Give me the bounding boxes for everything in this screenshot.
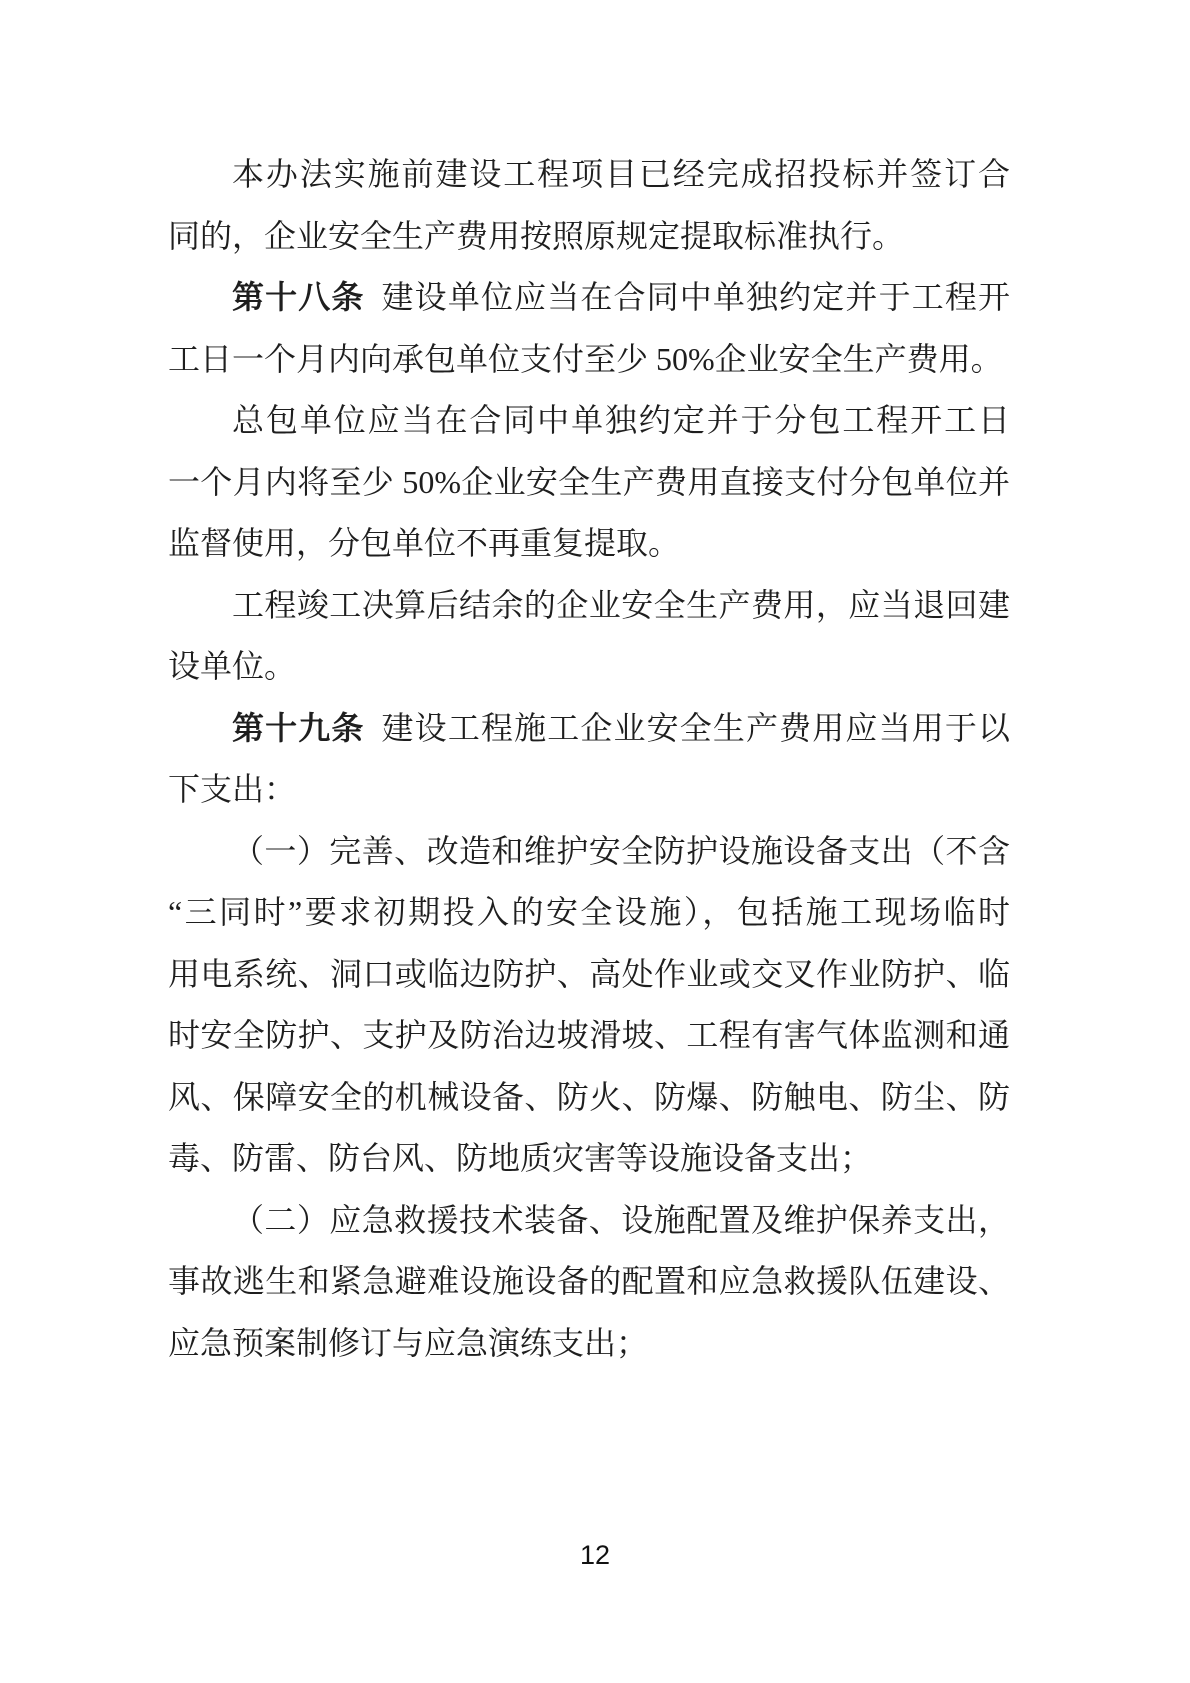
text-line	[168, 1251, 1010, 1313]
line-text: 一个月内将至少 50%企业安全生产费用直接支付分包单位并	[168, 463, 1010, 500]
text-line	[168, 390, 1010, 452]
line-text: 用电系统、洞口或临边防护、高处作业或交叉作业防护、临	[168, 955, 1010, 992]
line-text: （一）完善、改造和维护安全防护设施设备支出（不含	[232, 832, 1010, 869]
line-text: 建设单位应当在合同中单独约定并于工程开	[381, 279, 1010, 315]
text-line	[168, 575, 1010, 637]
text-line	[168, 206, 1010, 268]
article-number-19: 第十九条	[232, 709, 365, 746]
text-line	[168, 144, 1010, 206]
text-line	[168, 821, 1010, 883]
text-line	[168, 1128, 1010, 1190]
text-line	[168, 636, 1010, 698]
text-line	[168, 882, 1010, 944]
text-line	[168, 452, 1010, 514]
text-line	[168, 1005, 1010, 1067]
line-text: 事故逃生和紧急避难设施设备的配置和应急救援队伍建设、	[168, 1263, 1010, 1299]
line-text: 下支出：	[168, 771, 297, 807]
line-text: 建设工程施工企业安全生产费用应当用于以	[381, 709, 1010, 746]
line-text: 工日一个月内向承包单位支付至少 50%企业安全生产费用。	[168, 340, 1003, 377]
document-body	[168, 144, 1010, 1374]
page-number: 12	[579, 1540, 611, 1570]
line-text: 同的，企业安全生产费用按照原规定提取标准执行。	[168, 217, 905, 254]
line-text: 总包单位应当在合同中单独约定并于分包工程开工日	[232, 402, 1010, 438]
line-text: 本办法实施前建设工程项目已经完成招投标并签订合	[232, 156, 1010, 192]
line-text: （二）应急救援技术装备、设施配置及维护保养支出，	[232, 1201, 1010, 1238]
text-line	[168, 1190, 1010, 1252]
text-line	[168, 329, 1010, 391]
text-line	[168, 1313, 1010, 1375]
line-text: 时安全防护、支护及防治边坡滑坡、工程有害气体监测和通	[168, 1017, 1010, 1053]
text-line	[168, 1067, 1010, 1129]
text-line	[168, 267, 1010, 329]
article-number-18: 第十八条	[232, 279, 365, 315]
line-text: 毒、防雷、防台风、防地质灾害等设施设备支出；	[168, 1140, 873, 1176]
line-text: 风、保障安全的机械设备、防火、防爆、防触电、防尘、防	[168, 1078, 1010, 1115]
text-line	[168, 944, 1010, 1006]
line-text: 设单位。	[168, 648, 297, 684]
line-text: 监督使用，分包单位不再重复提取。	[168, 525, 681, 561]
line-text: 应急预案制修订与应急演练支出；	[168, 1324, 649, 1361]
line-text: 工程竣工决算后结余的企业安全生产费用，应当退回建	[232, 586, 1010, 623]
text-line	[168, 759, 1010, 821]
text-line	[168, 513, 1010, 575]
text-line	[168, 698, 1010, 760]
line-text: “三同时”要求初期投入的安全设施），包括施工现场临时	[168, 894, 1010, 930]
